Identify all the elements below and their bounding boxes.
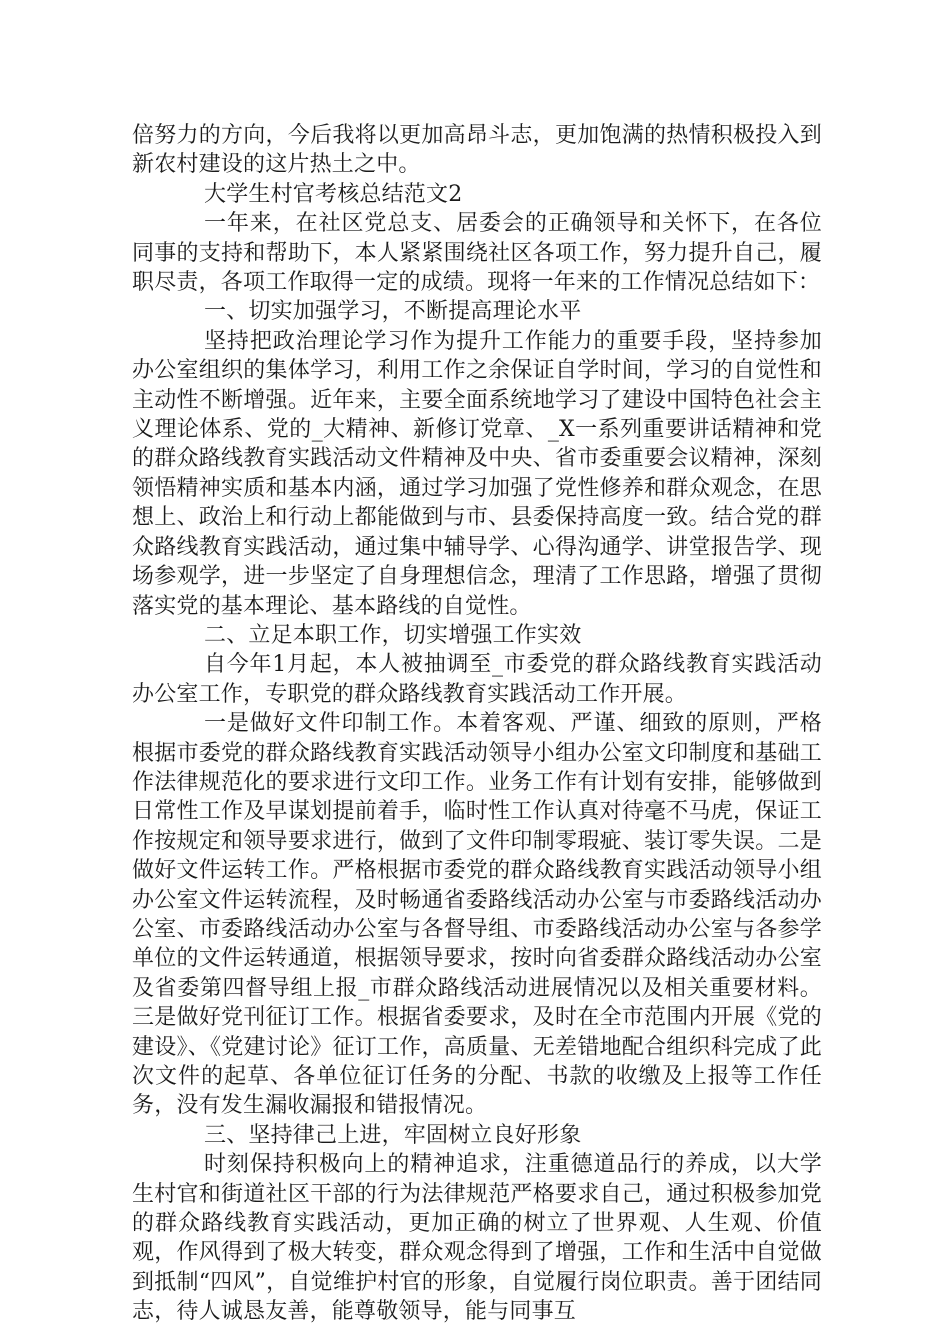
paragraph-conduct: 时刻保持积极向上的精神追求，注重德道品行的养成，以大学生村官和街道社区干部的行为法律规范严格要求自己，通过积极参加党的群众路线教育实践活动，更加正确的树立了世界观、人生观、价值观，作风得到了极大转变，群众观念得到了增强，工作和生活中自觉做到抵制“四风”，自觉维护村官的形象，自觉履行岗位职责。善于团结同志，待人诚恳友善，能尊敬领导，能与同事互 (132, 1152, 822, 1325)
section-heading-2: 二、立足本职工作，切实增强工作实效 (204, 622, 582, 648)
paragraph-assignment: 自今年1月起，本人被抽调至_市委党的群众路线教育实践活动办公室工作，专职党的群众路线教育实践活动工作开展。 (132, 652, 822, 707)
section-heading-3: 三、坚持律己上进，牢固树立良好形象 (204, 1122, 582, 1148)
document-body (132, 121, 822, 1327)
paragraph-work-details: 一是做好文件印制工作。本着客观、严谨、细致的原则，严格根据市委党的群众路线教育实践活动领导小组办公室文印制度和基础工作法律规范化的要求进行文印工作。业务工作有计划有安排，能够做到日常性工作及早谋划提前着手，临时性工作认真对待毫不马虎，保证工作按规定和领导要求进行，做到了文件印制零瑕疵、装订零失误。二是做好文件运转工作。严格根据市委党的群众路线教育实践活动领导小组办公室文件运转流程，及时畅通省委路线活动办公室与市委路线活动办公室、市委路线活动办公室与各督导组、市委路线活动办公室与各参学单位的文件运转通道，根据领导要求，按时向省委群众路线活动办公室及省委第四督导组上报_市群众路线活动进展情况以及相关重要材料。三是做好党刊征订工作。根据省委要求，及时在全市范围内开展《党的建设》、《党建讨论》征订工作，高质量、无差错地配合组织科完成了此次文件的起草、各单位征订任务的分配、书款的收缴及上报等工作任务，没有发生漏收漏报和错报情况。 (132, 711, 822, 1119)
section-heading-1: 一、切实加强学习，不断提高理论水平 (204, 299, 582, 325)
paragraph-study: 坚持把政治理论学习作为提升工作能力的重要手段，坚持参加办公室组织的集体学习，利用工作之余保证自学时间，学习的自觉性和主动性不断增强。近年来，主要全面系统地学习了建设中国特色社会主义理论体系、党的_大精神、新修订党章、_X一系列重要讲话精神和党的群众路线教育实践活动文件精神及中央、省市委重要会议精神，深刻领悟精神实质和基本内涵，通过学习加强了党性修养和群众观念，在思想上、政治上和行动上都能做到与市、县委保持高度一致。结合党的群众路线教育实践活动，通过集中辅导学、心得沟通学、讲堂报告学、现场参观学，进一步坚定了自身理想信念，理清了工作思路，增强了贯彻落实党的基本理论、基本路线的自觉性。 (132, 328, 822, 619)
paragraph-continuation: 倍努力的方向，今后我将以更加高昂斗志，更加饱满的热情积极投入到新农村建设的这片热土之中。 (132, 123, 822, 178)
paragraph-intro: 一年来，在社区党总支、居委会的正确领导和关怀下，在各位同事的支持和帮助下，本人紧紧围绕社区各项工作，努力提升自己，履职尽责，各项工作取得一定的成绩。现将一年来的工作情况总结如下： (132, 211, 822, 296)
article-title: 大学生村官考核总结范文2 (204, 181, 463, 207)
